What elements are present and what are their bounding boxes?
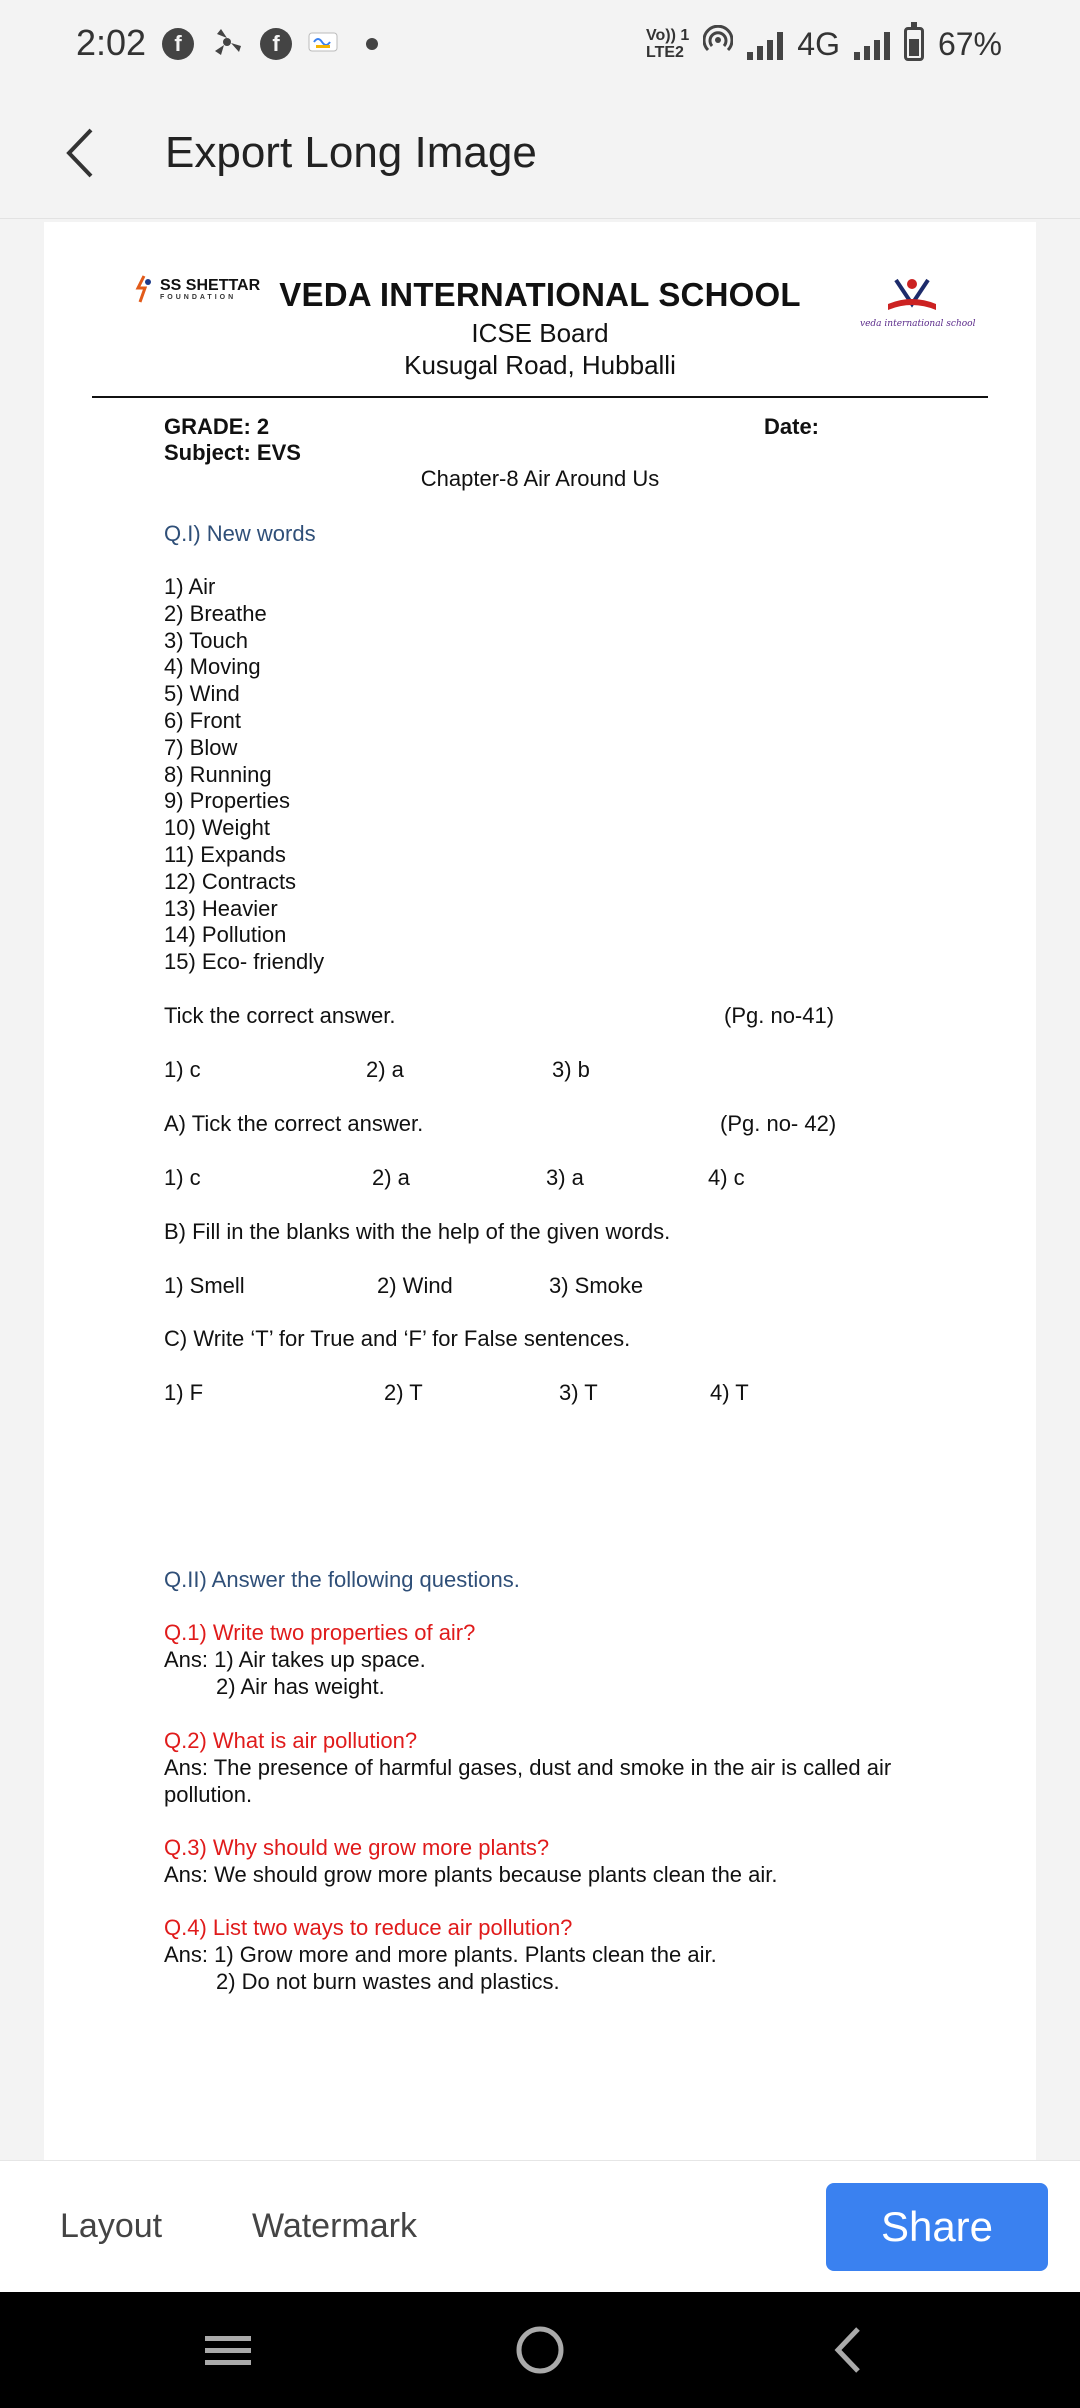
title-bar — [0, 88, 1080, 219]
list-item: 15) Eco- friendly — [164, 949, 325, 975]
fill-b-row: 1) Smell 2) Wind 3) Smoke — [164, 1273, 644, 1298]
facebook-icon: f — [260, 28, 292, 60]
notification-icons — [162, 26, 378, 62]
recents-icon — [203, 2330, 253, 2370]
school-name: VEDA INTERNATIONAL SCHOOL — [279, 276, 801, 313]
app-notification-icon — [308, 30, 338, 59]
school-board: ICSE Board — [471, 318, 609, 348]
list-item: 4) Moving — [164, 654, 261, 680]
tick-a-row: 1) c 2) a 3) a 4) c — [164, 1165, 745, 1190]
share-button[interactable]: Share — [826, 2183, 1048, 2271]
back-button[interactable] — [48, 120, 114, 186]
layout-button[interactable]: Layout — [60, 2207, 163, 2245]
battery-percent: 67% — [937, 25, 1002, 62]
qa-item-4 — [164, 1915, 934, 1995]
home-icon — [514, 2324, 566, 2376]
ss-shettar-logo: SS SHETTAR FOUNDATION — [134, 274, 260, 304]
answer-1-line-2: 2) Air has weight. — [216, 1673, 385, 1699]
answer-1-line-1: Ans: 1) Air takes up space. — [164, 1646, 426, 1672]
document-preview[interactable] — [44, 222, 1036, 2160]
header-divider — [92, 396, 988, 398]
battery-icon — [904, 27, 924, 61]
fan-icon — [210, 26, 244, 63]
status-time: 2:02 — [76, 22, 147, 63]
list-item: 2) Breathe — [164, 600, 267, 626]
qa-item-2 — [164, 1728, 934, 1808]
status-bar — [0, 0, 1080, 88]
tick-answer-heading: Tick the correct answer. (Pg. no-41) — [164, 1003, 835, 1028]
section-1-title: Q.I) New words — [164, 521, 316, 546]
list-item: 6) Front — [164, 707, 242, 733]
chapter-title: Chapter-8 Air Around Us — [420, 466, 660, 491]
section-2-title: Q.II) Answer the following questions. — [164, 1567, 520, 1592]
status-right — [646, 22, 1002, 66]
nav-back-icon — [830, 2325, 866, 2375]
tick-answer-row: 1) c 2) a 3) b — [164, 1057, 590, 1082]
list-item: 11) Expands — [164, 841, 286, 867]
signal-icon-2 — [854, 28, 890, 60]
signal-icon — [747, 28, 783, 60]
answer-3: Ans: We should grow more plants because plants clean the air. — [164, 1861, 778, 1887]
list-item: 9) Properties — [164, 788, 290, 814]
more-notifications-icon — [366, 38, 378, 50]
watermark-button[interactable]: Watermark — [252, 2207, 417, 2245]
bottom-action-bar — [0, 2160, 1080, 2293]
list-item: 14) Pollution — [164, 922, 287, 948]
qa-item-1 — [164, 1620, 934, 1700]
list-item: 12) Contracts — [164, 868, 297, 894]
home-button[interactable] — [510, 2322, 570, 2378]
network-type: 4G — [797, 25, 840, 62]
answer-2: Ans: The presence of harmful gases, dust and smoke in the air is called air pollution. — [164, 1754, 892, 1807]
list-item: 8) Running — [164, 761, 272, 787]
question-1: Q.1) Write two properties of air? — [164, 1620, 476, 1645]
answer-4-line-1: Ans: 1) Grow more and more plants. Plants clean the air. — [164, 1941, 717, 1967]
volte-icon: Vo)) 1 LTE2 — [646, 27, 690, 61]
fill-b-heading: B) Fill in the blanks with the help of the given words. — [164, 1219, 671, 1244]
list-item: 5) Wind — [164, 681, 240, 707]
facebook-icon: f — [162, 28, 194, 60]
question-4: Q.4) List two ways to reduce air pollution? — [164, 1915, 573, 1940]
recents-button[interactable] — [198, 2322, 258, 2378]
list-item: 13) Heavier — [164, 895, 278, 921]
back-arrow-icon — [61, 126, 101, 180]
list-item: 3) Touch — [164, 627, 248, 653]
new-words-list — [164, 574, 324, 976]
veda-school-logo: veda international school — [860, 274, 964, 329]
page-title: Export Long Image — [165, 128, 537, 177]
list-item: 1) Air — [164, 574, 216, 599]
hotspot-icon — [703, 25, 733, 63]
qa-item-3 — [164, 1835, 934, 1889]
question-3: Q.3) Why should we grow more plants? — [164, 1835, 550, 1860]
tf-c-heading: C) Write ‘T’ for True and ‘F’ for False sentences. — [164, 1326, 631, 1351]
list-item: 10) Weight — [164, 815, 270, 841]
tf-c-row: 1) F 2) T 3) T 4) T — [164, 1380, 749, 1405]
system-nav-bar — [0, 2292, 1080, 2408]
question-2: Q.2) What is air pollution? — [164, 1728, 418, 1753]
list-item: 7) Blow — [164, 734, 238, 760]
school-address: Kusugal Road, Hubballi — [404, 350, 676, 380]
grade-subject: GRADE: 2 Subject: EVS — [164, 414, 301, 465]
nav-back-button[interactable] — [818, 2322, 878, 2378]
answer-4-line-2: 2) Do not burn wastes and plastics. — [216, 1968, 560, 1994]
date-label: Date: — [764, 414, 820, 439]
tick-a-heading: A) Tick the correct answer. (Pg. no- 42) — [164, 1111, 837, 1136]
